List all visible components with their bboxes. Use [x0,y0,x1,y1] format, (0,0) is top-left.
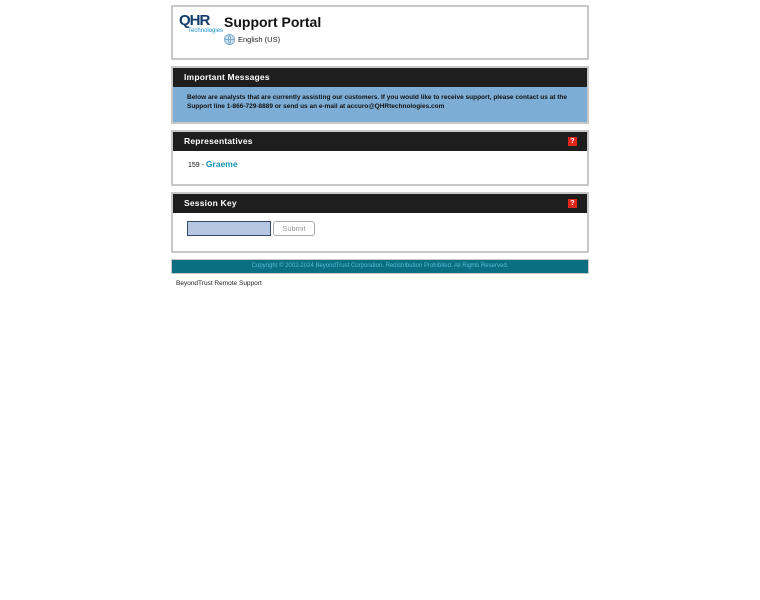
representative-id: 159 - [188,162,204,169]
session-key-form [173,213,587,251]
representatives-title: Representatives [184,136,253,146]
copyright-bar: Copyright © 2002-2024 BeyondTrust Corporation. Redistribution Prohibited. All Rights Reserved. [171,259,589,274]
submit-button[interactable]: Submit [273,221,315,236]
logo-sub-text: Technologies [188,28,224,34]
language-selector[interactable] [224,33,280,46]
list-item [188,159,238,169]
messages-body: Below are analysts that are currently assisting our customers. If you would like to receive support, please contact us at the Support line 1-866-729-8889 or send us an e-mail at accuro@QHRtechnologies.com [173,87,587,122]
representative-link[interactable]: Graeme [205,159,238,169]
session-key-input[interactable] [187,221,271,236]
section-title-representatives [173,132,587,151]
portal-header [171,5,589,60]
representatives-section [171,130,589,186]
portal-container [171,5,589,274]
representatives-list [173,151,587,184]
language-label: English (US) [238,35,281,44]
section-title-messages: Important Messages [173,68,587,87]
help-icon[interactable]: ? [568,137,577,146]
page-title: Support Portal [224,14,322,30]
logo-main-text: QHR [179,12,210,29]
session-key-title: Session Key [184,198,237,208]
section-title-session-key [173,194,587,213]
help-icon[interactable]: ? [568,199,577,208]
brand-label: BeyondTrust Remote Support [176,280,262,287]
important-messages-section [171,66,589,124]
company-logo [179,12,224,41]
globe-icon [224,34,235,45]
session-key-section [171,192,589,253]
